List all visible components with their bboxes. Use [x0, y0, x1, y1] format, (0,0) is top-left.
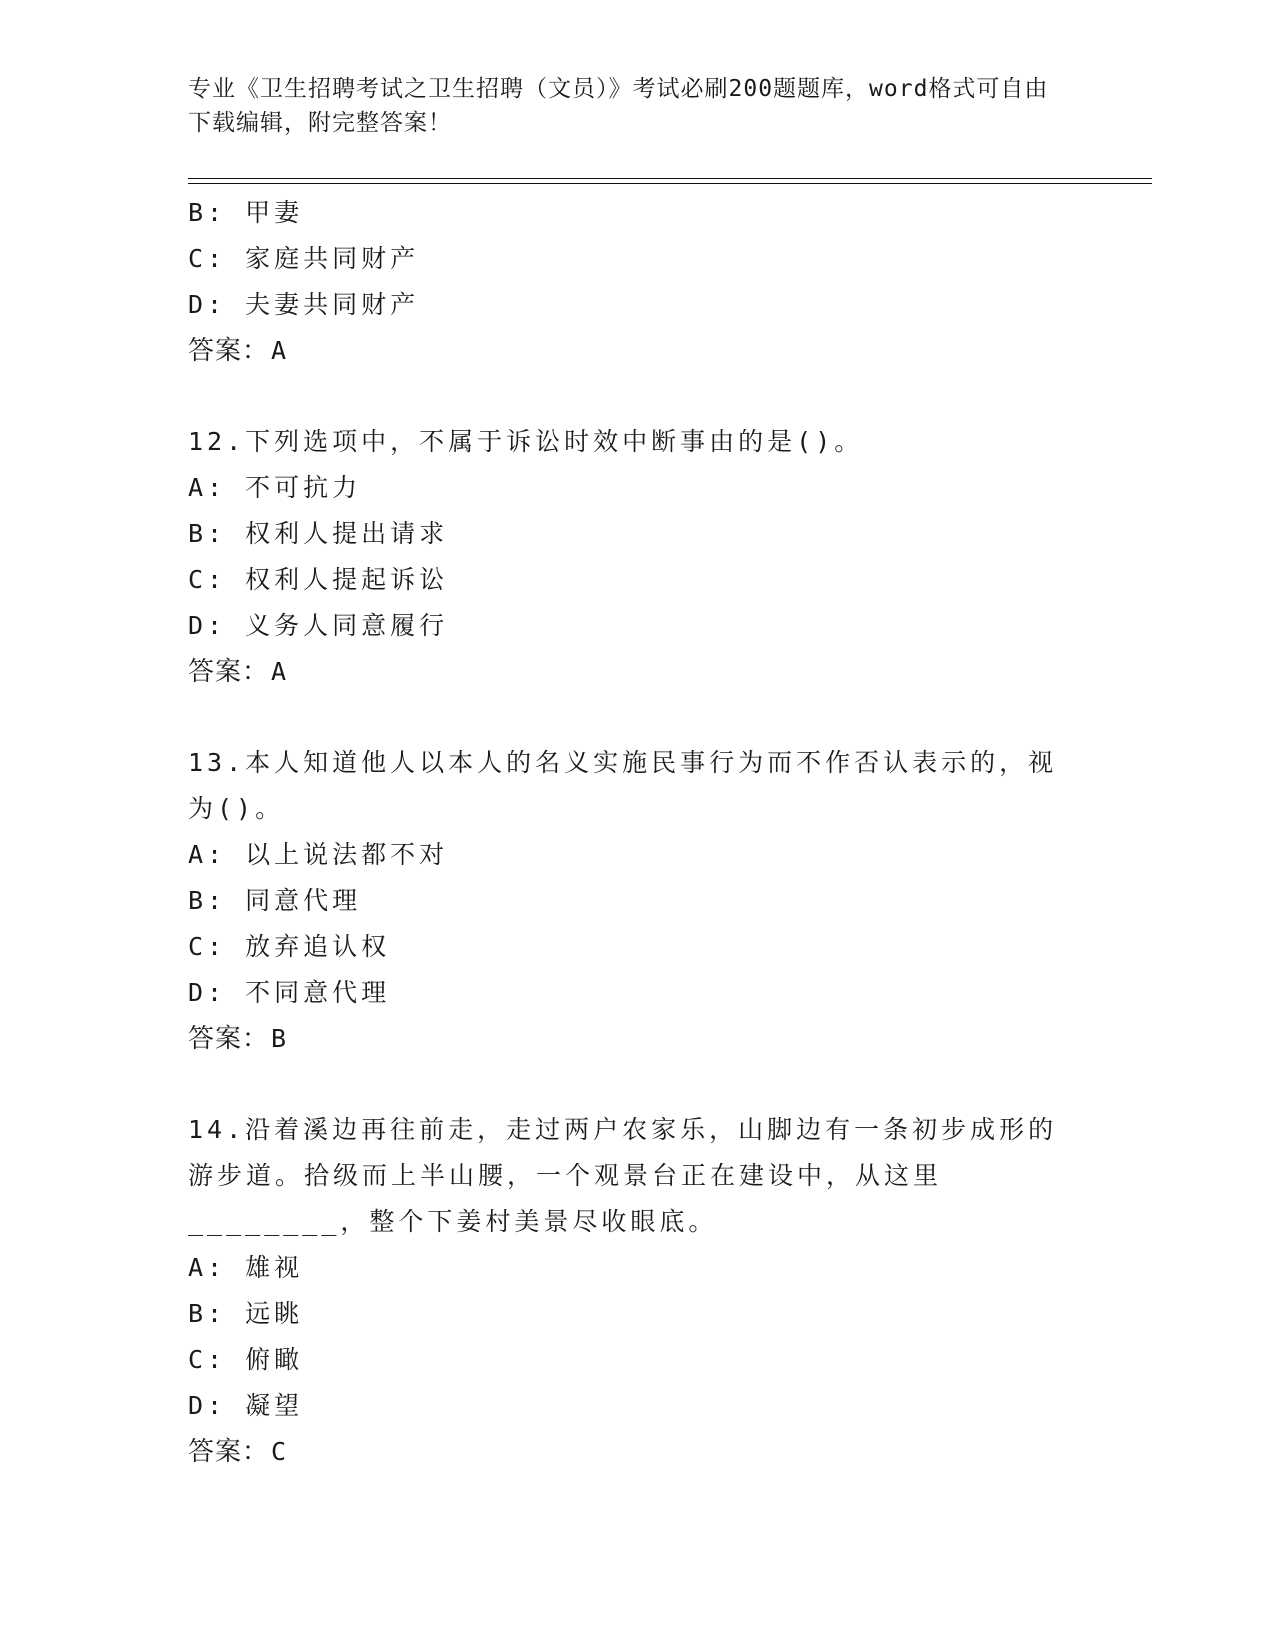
option-b: B: 权利人提出请求 — [188, 519, 449, 548]
option-c: C: 放弃追认权 — [188, 932, 391, 961]
answer-line — [188, 1016, 1088, 1062]
question-text: 13.本人知道他人以本人的名义实施民事行为而不作否认表示的，视为()。 — [188, 748, 1058, 823]
option-a: A: 以上说法都不对 — [188, 840, 449, 869]
question-block-13 — [188, 740, 1088, 1062]
answer-line — [188, 328, 1088, 374]
option-b: B: 甲妻 — [188, 198, 304, 227]
answer-value: A — [271, 657, 288, 686]
question-text: 14.沿着溪边再往前走，走过两户农家乐，山脚边有一条初步成形的游步道。拾级而上半山腰，一个观景台正在建设中，从这里________，整个下姜村美景尽收眼底。 — [188, 1115, 1058, 1236]
answer-label: 答案： — [188, 1437, 270, 1467]
answer-line — [188, 649, 1088, 695]
question-block-prev — [188, 190, 1088, 374]
option-b: B: 同意代理 — [188, 886, 362, 915]
header-rule-top — [188, 178, 1152, 179]
question-list — [188, 190, 1088, 1475]
question-block-12 — [188, 419, 1088, 695]
option-a: A: 不可抗力 — [188, 473, 362, 502]
answer-label: 答案： — [188, 1024, 270, 1054]
answer-line — [188, 1429, 1088, 1475]
answer-value: C — [271, 1437, 288, 1466]
option-c: C: 家庭共同财产 — [188, 244, 420, 273]
option-d: D: 不同意代理 — [188, 978, 391, 1007]
option-d: D: 凝望 — [188, 1391, 304, 1420]
header-rule-bottom — [188, 183, 1152, 184]
page-header: 专业《卫生招聘考试之卫生招聘（文员）》考试必刷200题题库，word格式可自由下载编辑，附完整答案！ — [188, 76, 1049, 136]
option-c: C: 权利人提起诉讼 — [188, 565, 449, 594]
question-text: 12.下列选项中，不属于诉讼时效中断事由的是()。 — [188, 427, 864, 456]
option-c: C: 俯瞰 — [188, 1345, 304, 1374]
option-a: A: 雄视 — [188, 1253, 304, 1282]
answer-label: 答案： — [188, 336, 270, 366]
option-d: D: 义务人同意履行 — [188, 611, 449, 640]
answer-value: A — [271, 336, 288, 365]
question-block-14 — [188, 1107, 1088, 1475]
answer-value: B — [271, 1024, 288, 1053]
answer-label: 答案： — [188, 657, 270, 687]
option-d: D: 夫妻共同财产 — [188, 290, 420, 319]
option-b: B: 远眺 — [188, 1299, 304, 1328]
